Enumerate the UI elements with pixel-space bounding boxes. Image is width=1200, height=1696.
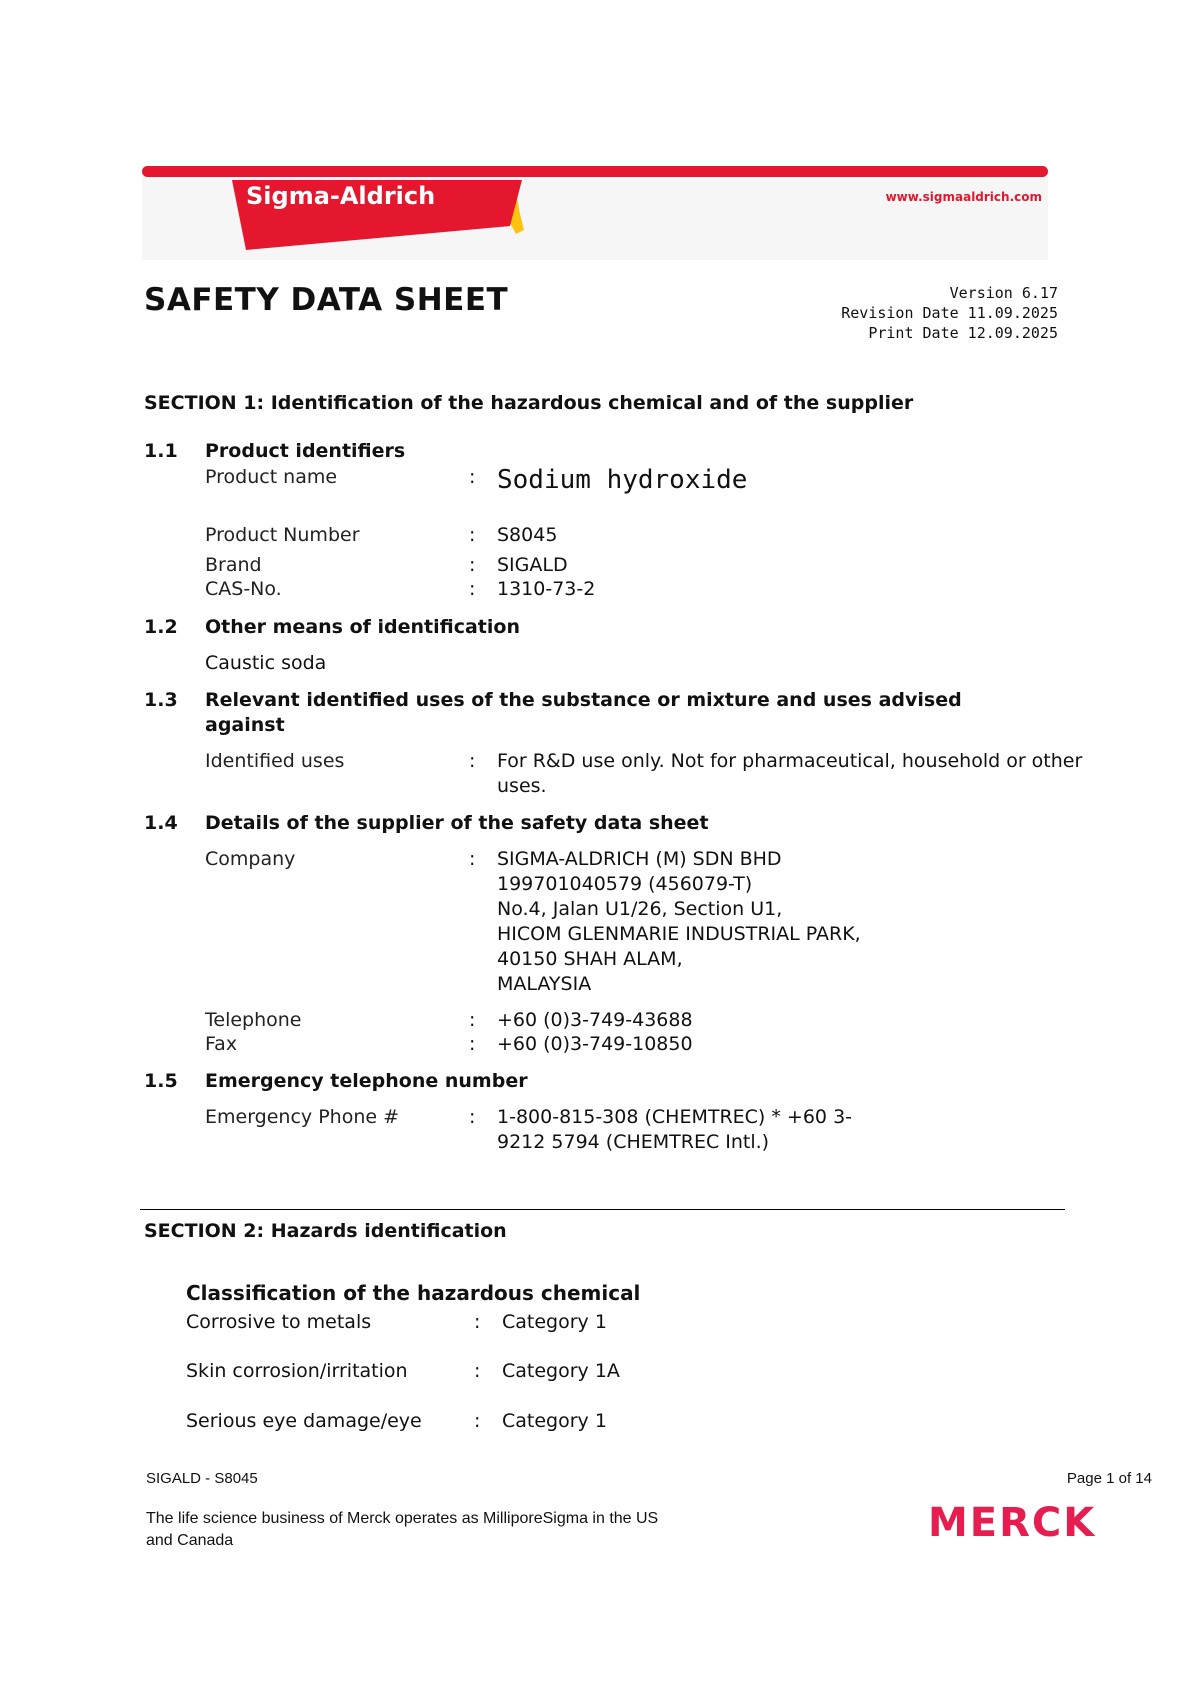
classification-value: Category 1 <box>502 1311 607 1333</box>
page-title: SAFETY DATA SHEET <box>144 282 509 318</box>
classification-value: Category 1A <box>502 1360 620 1382</box>
company-line: No.4, Jalan U1/26, Section U1, <box>497 898 783 920</box>
colon: : <box>469 1009 476 1031</box>
page-number: Page 1 of 14 <box>1066 1470 1152 1487</box>
brand-value: SIGALD <box>497 554 568 576</box>
revision-date: Revision Date 11.09.2025 <box>841 304 1058 322</box>
emergency-value-cont: 9212 5794 (CHEMTREC Intl.) <box>497 1131 770 1153</box>
other-identification: Caustic soda <box>205 652 327 674</box>
subsection-number: 1.3 <box>144 689 178 711</box>
classification-value: Category 1 <box>502 1410 607 1432</box>
merck-logo <box>928 1502 1156 1542</box>
identified-uses-value-cont: uses. <box>497 775 547 797</box>
fax-label: Fax <box>205 1033 238 1055</box>
company-line: 199701040579 (456079-T) <box>497 873 753 895</box>
telephone-value: +60 (0)3-749-43688 <box>497 1009 693 1031</box>
print-date: Print Date 12.09.2025 <box>868 324 1058 342</box>
colon: : <box>469 1106 476 1128</box>
company-label: Company <box>205 848 296 870</box>
sigma-aldrich-logo <box>142 166 1048 260</box>
header-banner <box>142 166 1048 260</box>
product-name-value: Sodium hydroxide <box>497 465 748 495</box>
subsection-title: Relevant identified uses of the substance or mixture and uses advised <box>205 689 962 711</box>
subsection-title: Product identifiers <box>205 440 406 462</box>
cas-value: 1310-73-2 <box>497 578 596 600</box>
product-name-label: Product name <box>205 466 338 488</box>
subsection-number: 1.5 <box>144 1070 178 1092</box>
brand-label: Brand <box>205 554 262 576</box>
colon: : <box>469 554 476 576</box>
identified-uses-value: For R&D use only. Not for pharmaceutical, household or other <box>497 750 1083 772</box>
company-line: MALAYSIA <box>497 973 592 995</box>
company-line: SIGMA-ALDRICH (M) SDN BHD <box>497 848 782 870</box>
identified-uses-label: Identified uses <box>205 750 345 772</box>
colon: : <box>474 1360 481 1382</box>
website-link[interactable]: www.sigmaaldrich.com <box>885 190 1042 204</box>
subsection-number: 1.1 <box>144 440 178 462</box>
classification-label: Corrosive to metals <box>186 1311 372 1333</box>
subsection-number: 1.2 <box>144 616 178 638</box>
section-2-heading: SECTION 2: Hazards identification <box>144 1220 507 1242</box>
cas-label: CAS-No. <box>205 578 282 600</box>
tagline-line: The life science business of Merck operates as MilliporeSigma in the US <box>146 1510 659 1527</box>
fax-value: +60 (0)3-749-10850 <box>497 1033 693 1055</box>
footer-tagline <box>146 1508 746 1552</box>
emergency-value: 1-800-815-308 (CHEMTREC) * +60 3- <box>497 1106 853 1128</box>
section-divider <box>140 1209 1065 1210</box>
subsection-title: Details of the supplier of the safety data sheet <box>205 812 709 834</box>
colon: : <box>474 1311 481 1333</box>
section-1-heading: SECTION 1: Identification of the hazardous chemical and of the supplier <box>144 392 914 414</box>
product-number-value: S8045 <box>497 524 558 546</box>
colon: : <box>469 848 476 870</box>
classification-title: Classification of the hazardous chemical <box>186 1281 641 1305</box>
colon: : <box>469 524 476 546</box>
company-line: 40150 SHAH ALAM, <box>497 948 683 970</box>
logo-text: Sigma-Aldrich <box>246 182 436 210</box>
subsection-title-cont: against <box>205 714 285 736</box>
company-line: HICOM GLENMARIE INDUSTRIAL PARK, <box>497 923 861 945</box>
colon: : <box>474 1410 481 1432</box>
colon: : <box>469 578 476 600</box>
subsection-number: 1.4 <box>144 812 178 834</box>
banner-stripe <box>142 166 1048 177</box>
colon: : <box>469 1033 476 1055</box>
subsection-title: Other means of identification <box>205 616 520 638</box>
tagline-line: and Canada <box>146 1532 234 1549</box>
emergency-label: Emergency Phone # <box>205 1106 400 1128</box>
version: Version 6.17 <box>949 284 1058 302</box>
classification-label: Skin corrosion/irritation <box>186 1360 408 1382</box>
colon: : <box>469 466 476 488</box>
colon: : <box>469 750 476 772</box>
telephone-label: Telephone <box>205 1009 302 1031</box>
merck-logo-text: MERCK <box>928 1502 1097 1542</box>
subsection-title: Emergency telephone number <box>205 1070 528 1092</box>
product-number-label: Product Number <box>205 524 360 546</box>
classification-label: Serious eye damage/eye <box>186 1410 422 1432</box>
footer-product-code: SIGALD - S8045 <box>146 1470 258 1487</box>
